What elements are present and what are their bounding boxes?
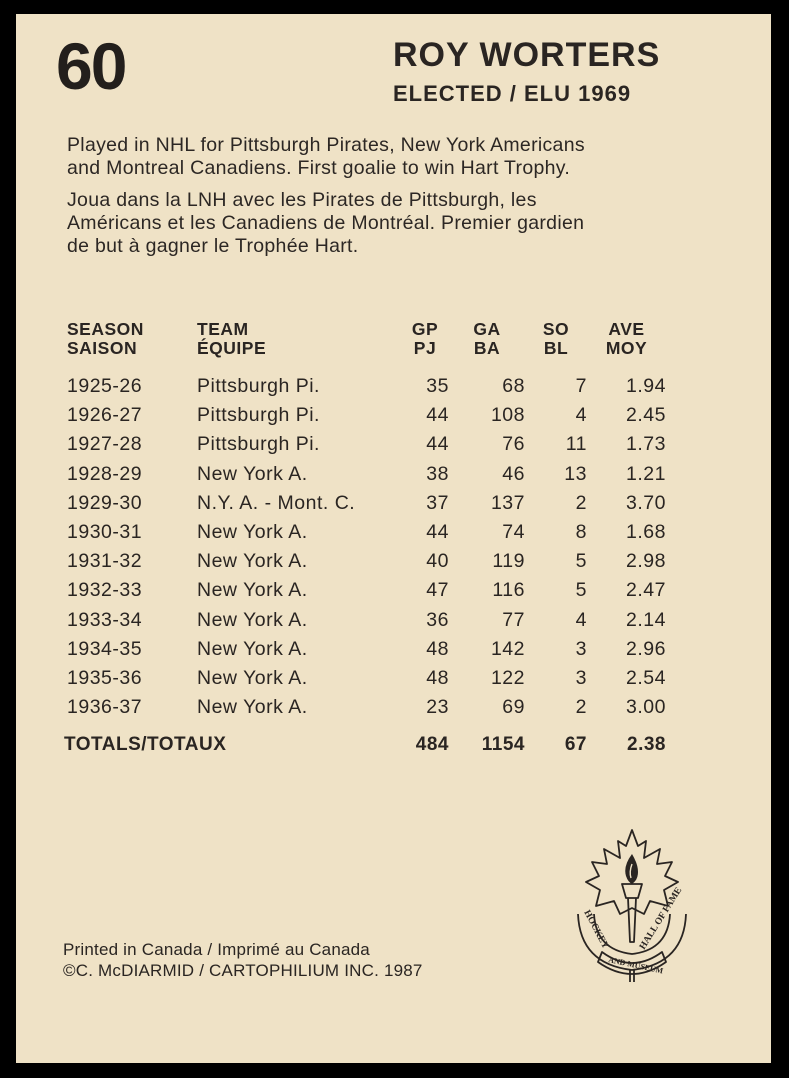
row-so: 3 [575,666,587,689]
row-gp: 47 [426,579,449,602]
footer [63,939,423,981]
row-so: 3 [575,637,587,660]
row-team: New York A. [197,521,308,544]
row-so: 11 [565,433,587,456]
row-so: 5 [575,550,587,573]
table-row [64,489,666,518]
row-team: New York A. [197,637,308,660]
row-team: Pittsburgh Pi. [197,433,320,456]
row-ga: 46 [502,462,525,485]
row-team: New York A. [197,608,308,631]
header-ave: AVE MOY [605,319,648,358]
row-ave: 1.73 [626,433,666,456]
elected-year: ELECTED / ELU 1969 [393,81,632,106]
row-season: 1936-37 [67,696,143,719]
row-gp: 40 [426,550,449,573]
row-gp: 44 [426,433,449,456]
row-team: New York A. [197,550,308,573]
header-so: SO BL [542,319,570,358]
hockey-hall-of-fame-logo-icon [568,824,696,984]
totals-row [64,722,666,759]
row-so: 5 [575,579,587,602]
row-team: New York A. [197,696,308,719]
row-ga: 116 [492,579,525,602]
row-ave: 3.70 [626,491,666,514]
row-season: 1927-28 [67,433,143,456]
row-season: 1929-30 [67,491,143,514]
row-so: 4 [575,404,587,427]
row-so: 2 [575,491,587,514]
row-season: 1931-32 [67,550,143,573]
row-ga: 77 [502,608,525,631]
table-row [64,576,666,605]
row-season: 1933-34 [67,608,143,631]
row-ga: 108 [490,404,525,427]
row-ga: 76 [502,433,525,456]
row-gp: 44 [426,404,449,427]
row-season: 1930-31 [67,521,143,544]
copyright-text: ©C. McDIARMID / CARTOPHILIUM INC. 1987 [63,961,423,980]
row-season: 1932-33 [67,579,143,602]
printed-in-text: Printed in Canada / Imprimé au Canada [63,940,370,959]
row-ga: 74 [502,521,525,544]
table-row [64,664,666,693]
table-row [64,635,666,664]
stats-table [64,320,666,759]
stats-header-row [64,320,666,372]
header-ga: GA BA [473,319,501,358]
row-team: Pittsburgh Pi. [197,375,320,398]
bio-french-line: de but à gagner le Trophée Hart. [67,235,359,257]
row-ave: 1.68 [626,521,666,544]
row-ga: 119 [492,550,525,573]
totals-so: 67 [564,733,587,755]
header-season: SEASON SAISON [67,319,144,358]
row-season: 1926-27 [67,404,143,427]
row-ave: 2.96 [626,637,666,660]
row-ave: 3.00 [626,696,666,719]
header-gp: GP PJ [411,319,439,358]
card-back [16,14,771,1063]
row-gp: 38 [426,462,449,485]
row-gp: 48 [426,637,449,660]
row-team: N.Y. A. - Mont. C. [197,491,356,514]
row-so: 8 [575,521,587,544]
logo-text-hockey: HOCKEY [581,908,611,951]
row-ave: 2.98 [626,550,666,573]
row-ave: 1.94 [626,375,666,398]
table-row [64,430,666,459]
bio-french [67,189,747,258]
row-ave: 1.21 [626,462,666,485]
row-ga: 68 [502,375,525,398]
row-team: Pittsburgh Pi. [197,404,320,427]
row-ga: 137 [490,491,525,514]
header-team: TEAM ÉQUIPE [197,319,267,358]
totals-ga: 1154 [481,733,525,755]
row-ave: 2.47 [626,579,666,602]
row-gp: 48 [426,666,449,689]
row-so: 7 [575,375,587,398]
row-ave: 2.45 [626,404,666,427]
row-gp: 37 [426,491,449,514]
row-team: New York A. [197,579,308,602]
logo-text-museum: AND MUSEUM [607,955,665,976]
row-ga: 142 [490,637,525,660]
bio-french-line: Joua dans la LNH avec les Pirates de Pittsburgh, les [67,189,537,211]
row-gp: 44 [426,521,449,544]
row-gp: 23 [426,696,449,719]
table-row [64,372,666,401]
card-number: 60 [56,29,126,103]
table-row [64,518,666,547]
row-season: 1925-26 [67,375,143,398]
table-row [64,547,666,576]
row-season: 1935-36 [67,666,143,689]
row-so: 2 [575,696,587,719]
row-team: New York A. [197,666,308,689]
logo-text-hall-of-fame: HALL OF FAME [638,885,685,952]
table-row [64,606,666,635]
row-so: 13 [564,462,587,485]
bio-english [67,134,747,180]
totals-label: TOTALS/TOTAUX [64,733,227,755]
row-team: New York A. [197,462,308,485]
player-name: ROY WORTERS [393,36,661,74]
row-ga: 122 [490,666,525,689]
row-season: 1928-29 [67,462,143,485]
row-ave: 2.54 [626,666,666,689]
bio-french-line: Américans et les Canadiens de Montréal. Premier gardien [67,212,585,234]
stats-body [64,372,666,759]
table-row [64,693,666,722]
row-so: 4 [575,608,587,631]
table-row [64,401,666,430]
bio-english-line: and Montreal Canadiens. First goalie to win Hart Trophy. [67,157,571,179]
totals-gp: 484 [415,733,449,755]
table-row [64,460,666,489]
row-ave: 2.14 [626,608,666,631]
bio-english-line: Played in NHL for Pittsburgh Pirates, New York Americans [67,134,585,156]
row-season: 1934-35 [67,637,143,660]
row-gp: 35 [426,375,449,398]
row-ga: 69 [502,696,525,719]
totals-ave: 2.38 [627,733,666,755]
row-gp: 36 [426,608,449,631]
